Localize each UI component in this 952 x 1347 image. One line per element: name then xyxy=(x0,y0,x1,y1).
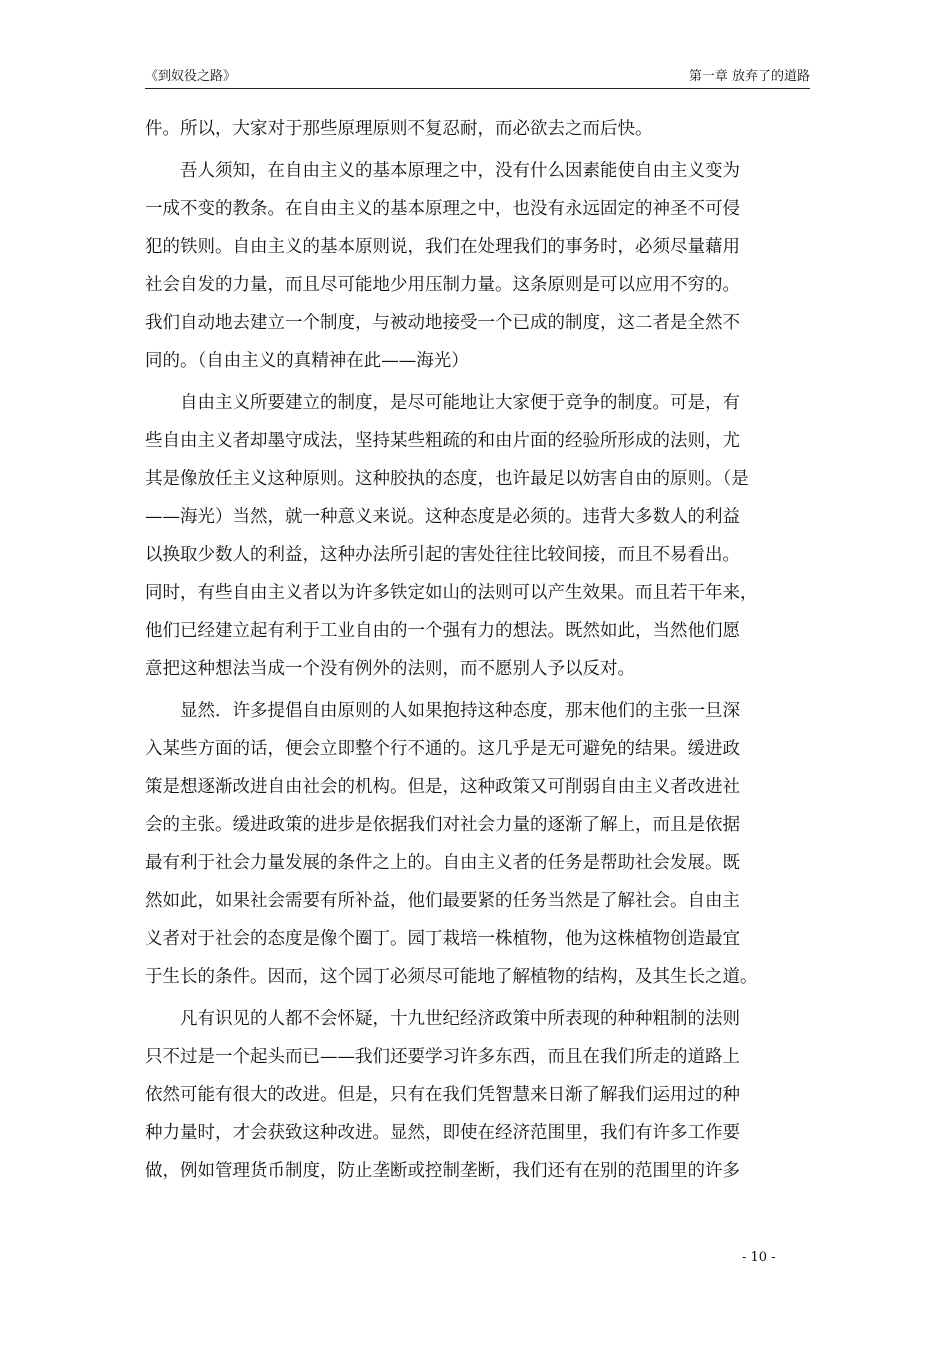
text-line: 社会自发的力量，而且尽可能地少用压制力量。这条原则是可以应用不穷的。 xyxy=(145,275,740,295)
text-line: 犯的铁则。自由主义的基本原则说，我们在处理我们的事务时，必须尽量藉用 xyxy=(145,237,740,257)
document-body xyxy=(145,110,810,1190)
text-line: 做，例如管理货币制度，防止垄断或控制垄断，我们还有在别的范围里的许多 xyxy=(145,1161,740,1181)
text-line: 件。所以，大家对于那些原理原则不复忍耐，而必欲去之而后快。 xyxy=(145,119,653,139)
text-line: 最有利于社会力量发展的条件之上的。自由主义者的任务是帮助社会发展。既 xyxy=(145,853,740,873)
running-header xyxy=(145,66,810,89)
text-line: 只不过是一个起头而已——我们还要学习许多东西，而且在我们所走的道路上 xyxy=(145,1047,740,1067)
text-line: 入某些方面的话，便会立即整个行不通的。这几乎是无可避免的结果。缓进政 xyxy=(145,739,740,759)
text-line: 他们已经建立起有利于工业自由的一个强有力的想法。既然如此，当然他们愿 xyxy=(145,621,740,641)
text-line: 策是想逐渐改进自由社会的机构。但是，这种政策又可削弱自由主义者改进社 xyxy=(145,777,740,797)
text-line: 会的主张。缓进政策的进步是依据我们对社会力量的逐渐了解上，而且是依据 xyxy=(145,815,740,835)
chapter-title: 第一章 放弃了的道路 xyxy=(688,69,810,84)
text-line: 然如此，如果社会需要有所补益，他们最要紧的任务当然是了解社会。自由主 xyxy=(145,891,740,911)
paragraph xyxy=(145,1000,810,1190)
text-line: ——海光）当然，就一种意义来说。这种态度是必须的。违背大多数人的利益 xyxy=(145,507,740,527)
text-line: 义者对于社会的态度是像个圈丁。园丁栽培一株植物，他为这株植物创造最宜 xyxy=(145,929,740,949)
paragraph xyxy=(145,110,810,148)
book-title: 《到奴役之路》 xyxy=(145,69,237,84)
text-line: 凡有识见的人都不会怀疑，十九世纪经济政策中所表现的种种粗制的法则 xyxy=(145,1009,740,1029)
text-line: 吾人须知，在自由主义的基本原理之中，没有什么因素能使自由主义变为 xyxy=(145,161,740,181)
text-line: 自由主义所要建立的制度，是尽可能地让大家便于竞争的制度。可是，有 xyxy=(145,393,740,413)
text-line: 我们自动地去建立一个制度，与被动地接受一个已成的制度，这二者是全然不 xyxy=(145,313,740,333)
page-number: - 10 - xyxy=(742,1250,776,1265)
paragraph xyxy=(145,384,810,688)
text-line: 一成不变的教条。在自由主义的基本原理之中，也没有永远固定的神圣不可侵 xyxy=(145,199,740,219)
paragraph xyxy=(145,692,810,996)
paragraph xyxy=(145,152,810,380)
text-line: 显然．许多提倡自由原则的人如果抱持这种态度，那末他们的主张一旦深 xyxy=(145,701,740,721)
text-line: 其是像放任主义这种原则。这种胶执的态度，也许最足以妨害自由的原则。（是 xyxy=(145,469,749,489)
text-line: 以换取少数人的利益，这种办法所引起的害处往往比较间接，而且不易看出。 xyxy=(145,545,740,565)
text-line: 些自由主义者却墨守成法，坚持某些粗疏的和由片面的经验所形成的法则，尤 xyxy=(145,431,740,451)
text-line: 同时，有些自由主义者以为许多铁定如山的法则可以产生效果。而且若干年来， xyxy=(145,583,758,603)
text-line: 同的。（自由主义的真精神在此——海光） xyxy=(145,351,469,371)
text-line: 意把这种想法当成一个没有例外的法则，而不愿别人予以反对。 xyxy=(145,659,635,679)
text-line: 于生长的条件。因而，这个园丁必须尽可能地了解植物的结构，及其生长之道。 xyxy=(145,967,758,987)
text-line: 依然可能有很大的改进。但是，只有在我们凭智慧来日渐了解我们运用过的种 xyxy=(145,1085,740,1105)
text-line: 种力量时，才会获致这种改进。显然，即使在经济范围里，我们有许多工作要 xyxy=(145,1123,740,1143)
